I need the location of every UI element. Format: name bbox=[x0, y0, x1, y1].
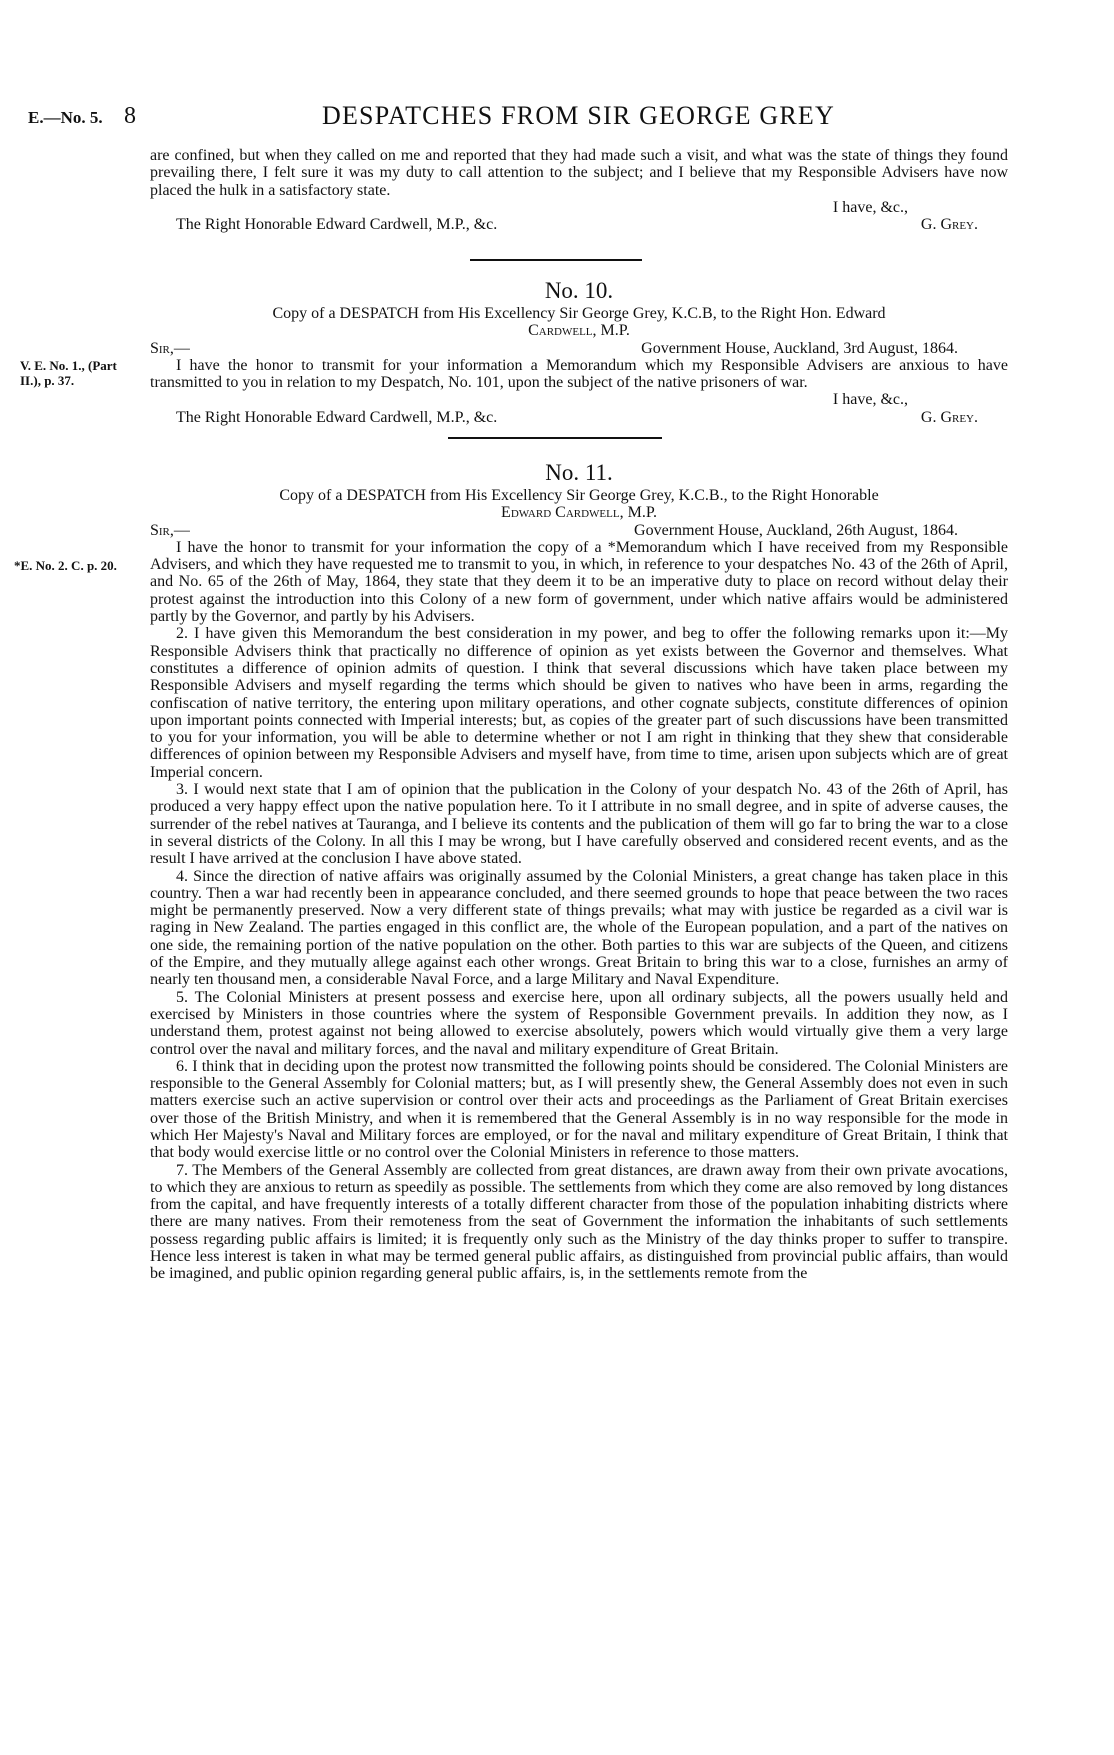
despatch-11-heading: No. 11. bbox=[545, 460, 613, 485]
despatch-10-title-line1: Copy of a DESPATCH from His Excellency Sir George Grey, K.C.B, to the Right Hon. Edward bbox=[272, 305, 886, 322]
paper-reference: E.—No. 5. bbox=[28, 108, 103, 127]
despatch-11-section bbox=[150, 487, 1008, 1283]
despatch-11-salutation: Sir,— bbox=[150, 521, 190, 539]
section-divider bbox=[470, 259, 642, 261]
despatch-11-paragraph: 3. I would next state that I am of opinion that the publication in the Colony of your despatch No. 43 of the 26th of April, has produced a very happy effect upon the native population here. To it I attribute in no small degree, and in spite of adverse causes, the surrender of the rebel natives at Tauranga, and I believe its contents and the publication of them will go far to bring the war to a close in several districts of the Colony. In all this I may be wrong, but I have carefully observed and considered recent events, and as the result I have arrived at the conclusion I have above stated. bbox=[150, 781, 1008, 868]
despatch-10-body: I have the honor to transmit for your information a Memorandum which my Responsible Advisers are anxious to have transmitted to you in relation to my Despatch, No. 101, upon the subject of the native prisoners of war. bbox=[150, 356, 1008, 392]
intro-addressee: The Right Honorable Edward Cardwell, M.P., &c. bbox=[176, 216, 498, 234]
despatch-11-paragraph: I have the honor to transmit for your information the copy of a *Memorandum which I have received from my Responsible Advisers, and which they have requested me to transmit to you, in which, in reference to your despatches No. 43 of the 26th of April, and No. 65 of the 26th of May, 1864, they state that they deem it to be an imperative duty to place on record without delay their protest against the introduction into this Colony of a new form of government, under which native affairs would be administered partly by the Governor, and partly by his Advisers. bbox=[150, 538, 1008, 626]
intro-section bbox=[150, 147, 1008, 233]
page-number: 8 bbox=[124, 103, 136, 129]
despatch-11-paragraph: 4. Since the direction of native affairs was originally assumed by the Colonial Ministers, a great change has taken place in this country. Then a war had recently been in appearance concluded, and there seemed grounds to hope that peace between the two races might be permanently preserved. Now a very different state of things prevails; what may with justice be regarded as a civil war is raging in New Zealand. The parties engaged in this conflict are, the whole of the European population, and a part of the natives on one side, the remaining portion of the native population on the other. Both parties to this war are subjects of the Queen, and citizens of the Empire, and they mutually allege against each other wrongs. Great Britain to bring this war to a close, furnishes an army of nearly ten thousand men, a considerable Naval Force, and a large Military and Naval Expenditure. bbox=[150, 867, 1008, 989]
intro-signature: G. Grey. bbox=[920, 216, 978, 234]
despatch-10-title-line2: Cardwell, M.P. bbox=[528, 322, 630, 340]
despatch-10-place-date: Government House, Auckland, 3rd August, 1864. bbox=[641, 339, 958, 357]
despatch-10-dateline bbox=[150, 340, 1008, 357]
despatch-11-title-line1: Copy of a DESPATCH from His Excellency Sir George Grey, K.C.B., to the Right Honorable bbox=[279, 487, 879, 504]
despatch-11-paragraph: 7. The Members of the General Assembly are collected from great distances, are drawn away from their own private avocations, to which they are anxious to return as speedily as possible. The settlements from which they come are also removed by long distances from the capital, and have frequently interests of a totally different character from those of the population inhabiting districts where there are many natives. From their remoteness from the seat of Government the information the inhabitants of such settlements possess regarding public affairs is limited; it is frequently only such as the Ministry of the day thinks proper to suffer to transpire. Hence less interest is taken in what may be termed general public affairs, as distinguished from provincial public affairs, than would be imagined, and public opinion regarding general public affairs, is, in the settlements remote from the bbox=[150, 1161, 1008, 1283]
despatch-11-paragraph: 2. I have given this Memorandum the best consideration in my power, and beg to offer the following remarks upon it:—My Responsible Advisers think that practically no difference of opinion as yet exists between the Governor and themselves. What constitutes a difference of opinion admits of question. I think that several discussions which have taken place between my Responsible Advisers and myself regarding the terms which should be given to natives who have been in arms, regarding the confiscation of native territory, the entering upon military operations, and other cognate subjects, constitute differences of opinion upon important points connected with Imperial interests; but, as copies of the greater part of such discussions have been transmitted to you for your information, you will be able to determine whether or not I am right in thinking that they shew that considerable differences of opinion between my Responsible Advisers and myself have, from time to time, arisen upon subjects which are of great Imperial concern. bbox=[150, 625, 1008, 781]
section-divider bbox=[448, 437, 662, 439]
intro-paragraph: are confined, but when they called on me and reported that they had made such a visit, and what was the state of things they found prevailing there, I felt sure it was my duty to call attention to the subject; and I believe that my Responsible Advisers have now placed the hulk in a satisfactory state. bbox=[150, 147, 1008, 199]
despatch-10-signature: G. Grey. bbox=[920, 408, 978, 426]
despatch-10-salutation: Sir,— bbox=[150, 339, 190, 357]
intro-closing: I have, &c., bbox=[832, 198, 908, 216]
despatch-11-place-date: Government House, Auckland, 26th August, 1864. bbox=[634, 521, 958, 539]
intro-signature-row bbox=[150, 216, 1008, 233]
despatch-11-paragraph: 6. I think that in deciding upon the protest now transmitted the following points should be considered. The Colonial Ministers are responsible to the General Assembly for Colonial matters; but, as I will presently shew, the General Assembly does not even in such matters exercise such an active supervision or control over their acts and proceedings as the Parliament of Great Britain exercises over those of the British Ministry, and when it is remembered that the General Assembly is in no way responsible for the mode in which Her Majesty's Naval and Military forces are employed, or for the naval and military expenditure of Great Britain, I think that that body would exercise little or no control over the Colonial Ministers in reference to those matters. bbox=[150, 1057, 1008, 1162]
despatch-11-margin-note: *E. No. 2. C. p. 20. bbox=[14, 558, 117, 573]
despatch-11-paragraph: 5. The Colonial Ministers at present possess and exercise here, upon all ordinary subjects, all the powers usually held and exercised by Ministers in those countries where the system of Responsible Government prevails. In addition they now, as I understand them, protest against not being allowed to exercise absolutely, powers which would virtually give them a very large control over the naval and military forces, and the naval and military expenditure of Great Britain. bbox=[150, 988, 1008, 1058]
despatch-11-dateline bbox=[150, 522, 1008, 539]
despatch-11-title-line2: Edward Cardwell, M.P. bbox=[501, 504, 657, 522]
despatch-10-addressee: The Right Honorable Edward Cardwell, M.P., &c. bbox=[176, 408, 498, 426]
despatch-10-closing: I have, &c., bbox=[832, 391, 908, 409]
despatch-10-section bbox=[150, 305, 1008, 426]
running-title: DESPATCHES FROM SIR GEORGE GREY bbox=[322, 101, 835, 130]
despatch-10-signature-row bbox=[150, 409, 1008, 426]
despatch-10-heading: No. 10. bbox=[544, 278, 614, 303]
despatch-10-margin-note: V. E. No. 1., (Part II.), p. 37. bbox=[20, 358, 117, 388]
